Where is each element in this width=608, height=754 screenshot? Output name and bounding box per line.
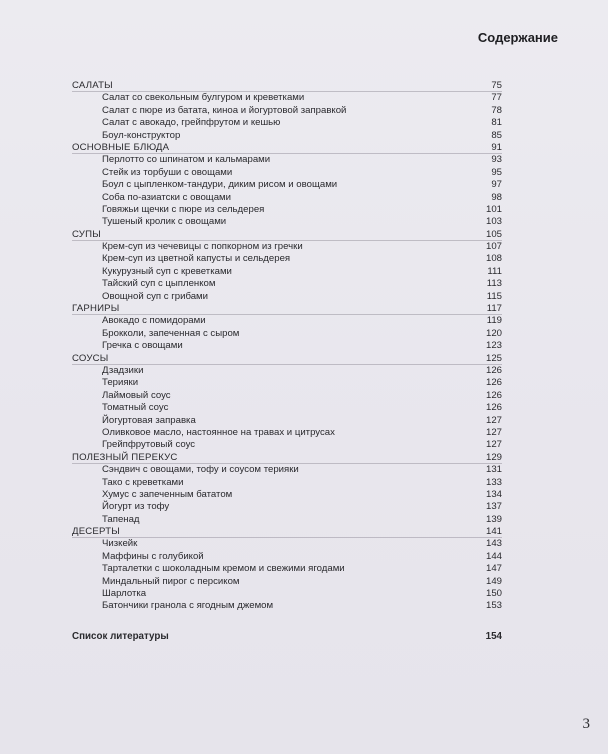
toc-entry-title: Боул-конструктор — [102, 129, 181, 141]
toc-entry-row — [72, 439, 502, 451]
toc-entry-page: 149 — [485, 575, 502, 587]
toc-entry-row — [72, 377, 502, 389]
toc-entry-title: Крем-суп из цветной капусты и сельдерея — [102, 253, 291, 265]
toc-section-title: ОСНОВНЫЕ БЛЮДА — [72, 141, 170, 153]
toc-entry-title: Дзадзики — [102, 364, 144, 376]
toc-entry-row — [72, 538, 502, 550]
toc-entry-page: 127 — [485, 426, 502, 438]
toc-entry-page: 131 — [485, 464, 502, 476]
toc-section-page: 129 — [485, 451, 502, 463]
toc-entry-title: Терияки — [102, 377, 139, 389]
toc-section-row — [72, 303, 502, 315]
toc-entry-page: 127 — [485, 439, 502, 451]
toc-entry-page: 126 — [485, 377, 502, 389]
toc-entry-page: 147 — [485, 563, 502, 575]
toc-entry-row — [72, 192, 502, 204]
toc-entry-row — [72, 328, 502, 340]
toc-section-row — [72, 142, 502, 154]
toc-entry-page: 108 — [485, 253, 502, 265]
toc-entry-title: Авокадо с помидорами — [102, 315, 206, 327]
toc-entry-row — [72, 588, 502, 600]
toc-entry-title: Гречка с овощами — [102, 340, 183, 352]
toc-entry-row — [72, 278, 502, 290]
toc-entry-page: 150 — [485, 588, 502, 600]
toc-entry-row — [72, 105, 502, 117]
toc-entry-page: 93 — [491, 154, 502, 166]
bibliography-entry — [72, 630, 502, 644]
toc-section-title: СОУСЫ — [72, 352, 109, 364]
toc-entry-title: Крем-суп из чечевицы с попкорном из гречки — [102, 241, 303, 253]
toc-entry-row — [72, 402, 502, 414]
toc-entry-title: Соба по-азиатски с овощами — [102, 191, 231, 203]
toc-entry-title: Сэндвич с овощами, тофу и соусом терияки — [102, 464, 299, 476]
toc-entry-row — [72, 464, 502, 476]
toc-entry-title: Перлотто со шпинатом и кальмарами — [102, 154, 271, 166]
table-of-contents — [72, 80, 502, 613]
toc-entry-title: Батончики гранола с ягодным джемом — [102, 600, 274, 612]
toc-entry-row — [72, 179, 502, 191]
toc-entry-page: 126 — [485, 364, 502, 376]
toc-entry-page: 98 — [491, 191, 502, 203]
toc-section-row — [72, 353, 502, 365]
toc-entry-page: 134 — [485, 488, 502, 500]
toc-entry-title: Йогуртовая заправка — [102, 414, 196, 426]
toc-entry-title: Салат со свекольным булгуром и креветками — [102, 92, 305, 104]
toc-entry-title: Хумус с запеченным бататом — [102, 488, 233, 500]
toc-entry-row — [72, 514, 502, 526]
toc-entry-title: Томатный соус — [102, 402, 169, 414]
toc-section-row — [72, 452, 502, 464]
toc-entry-page: 77 — [491, 92, 502, 104]
toc-entry-page: 78 — [491, 104, 502, 116]
toc-entry-row — [72, 216, 502, 228]
toc-section-title: ГАРНИРЫ — [72, 303, 120, 315]
toc-entry-title: Тарталетки с шоколадным кремом и свежими ягодами — [102, 563, 345, 575]
toc-entry-row — [72, 117, 502, 129]
toc-entry-row — [72, 501, 502, 513]
toc-entry-row — [72, 291, 502, 303]
toc-entry-title: Оливковое масло, настоянное на травах и цитрусах — [102, 426, 335, 438]
toc-section-title: СУПЫ — [72, 228, 101, 240]
toc-entry-title: Лаймовый соус — [102, 389, 171, 401]
toc-entry-row — [72, 266, 502, 278]
toc-section-title: ПОЛЕЗНЫЙ ПЕРЕКУС — [72, 451, 178, 463]
toc-entry-title: Йогурт из тофу — [102, 501, 170, 513]
toc-entry-title: Овощной суп с грибами — [102, 290, 209, 302]
toc-entry-page: 126 — [485, 389, 502, 401]
bibliography-page: 154 — [485, 631, 502, 642]
toc-entry-page: 133 — [485, 476, 502, 488]
toc-entry-page: 85 — [491, 129, 502, 141]
toc-entry-page: 115 — [486, 290, 502, 302]
toc-entry-title: Брокколи, запеченная с сыром — [102, 327, 240, 339]
toc-section-page: 117 — [486, 303, 502, 315]
toc-entry-page: 126 — [485, 402, 502, 414]
toc-entry-page: 103 — [485, 216, 502, 228]
toc-entry-row — [72, 489, 502, 501]
toc-entry-page: 120 — [485, 327, 502, 339]
toc-entry-page: 139 — [485, 513, 502, 525]
toc-section-row — [72, 229, 502, 241]
toc-entry-title: Салат с авокадо, грейпфрутом и кешью — [102, 117, 281, 129]
toc-entry-page: 153 — [485, 600, 502, 612]
bibliography-title: Список литературы — [72, 631, 169, 642]
toc-entry-title: Миндальный пирог с персиком — [102, 575, 240, 587]
toc-entry-row — [72, 600, 502, 612]
toc-entry-row — [72, 204, 502, 216]
toc-section-row — [72, 526, 502, 538]
toc-entry-page: 113 — [486, 278, 502, 290]
toc-entry-title: Чизкейк — [102, 538, 138, 550]
toc-entry-title: Кукурузный суп с креветками — [102, 265, 232, 277]
toc-entry-page: 123 — [485, 340, 502, 352]
toc-entry-title: Тушеный кролик с овощами — [102, 216, 227, 228]
toc-entry-page: 127 — [485, 414, 502, 426]
toc-entry-page: 95 — [491, 166, 502, 178]
toc-section-title: ДЕСЕРТЫ — [72, 526, 120, 538]
toc-entry-page: 137 — [485, 501, 502, 513]
toc-entry-row — [72, 415, 502, 427]
toc-entry-title: Говяжьи щечки с пюре из сельдерея — [102, 203, 265, 215]
toc-entry-row — [72, 427, 502, 439]
page-number: 3 — [582, 716, 590, 732]
toc-entry-row — [72, 130, 502, 142]
toc-entry-row — [72, 92, 502, 104]
toc-entry-page: 111 — [487, 265, 502, 277]
toc-entry-row — [72, 390, 502, 402]
toc-entry-page: 143 — [485, 538, 502, 550]
toc-entry-row — [72, 340, 502, 352]
toc-entry-row — [72, 576, 502, 588]
toc-entry-title: Грейпфрутовый соус — [102, 439, 196, 451]
toc-entry-row — [72, 551, 502, 563]
toc-section-page: 91 — [491, 141, 502, 153]
toc-entry-row — [72, 365, 502, 377]
toc-entry-page: 119 — [486, 315, 502, 327]
page-heading: Содержание — [477, 30, 558, 45]
toc-entry-row — [72, 315, 502, 327]
toc-entry-row — [72, 241, 502, 253]
toc-entry-title: Стейк из торбуши с овощами — [102, 166, 233, 178]
toc-entry-title: Маффины с голубикой — [102, 550, 204, 562]
toc-entry-row — [72, 154, 502, 166]
toc-entry-page: 97 — [491, 179, 502, 191]
toc-section-page: 105 — [485, 228, 502, 240]
toc-section-title: САЛАТЫ — [72, 80, 113, 91]
toc-entry-title: Тайский суп с цыпленком — [102, 278, 216, 290]
toc-entry-title: Тапенад — [102, 513, 140, 525]
toc-entry-page: 144 — [485, 550, 502, 562]
toc-section-page: 75 — [491, 80, 502, 91]
toc-section-row — [72, 80, 502, 92]
toc-entry-title: Боул с цыпленком-тандури, диким рисом и овощами — [102, 179, 338, 191]
toc-entry-row — [72, 563, 502, 575]
toc-section-page: 125 — [485, 352, 502, 364]
toc-section-page: 141 — [485, 526, 502, 538]
toc-entry-title: Шарлотка — [102, 588, 147, 600]
toc-entry-row — [72, 477, 502, 489]
toc-entry-title: Тако с креветками — [102, 476, 184, 488]
toc-entry-title: Салат с пюре из батата, киноа и йогуртовой заправкой — [102, 104, 347, 116]
toc-entry-page: 81 — [491, 117, 502, 129]
toc-entry-page: 107 — [485, 241, 502, 253]
toc-entry-row — [72, 253, 502, 265]
toc-entry-page: 101 — [485, 203, 502, 215]
toc-entry-row — [72, 167, 502, 179]
